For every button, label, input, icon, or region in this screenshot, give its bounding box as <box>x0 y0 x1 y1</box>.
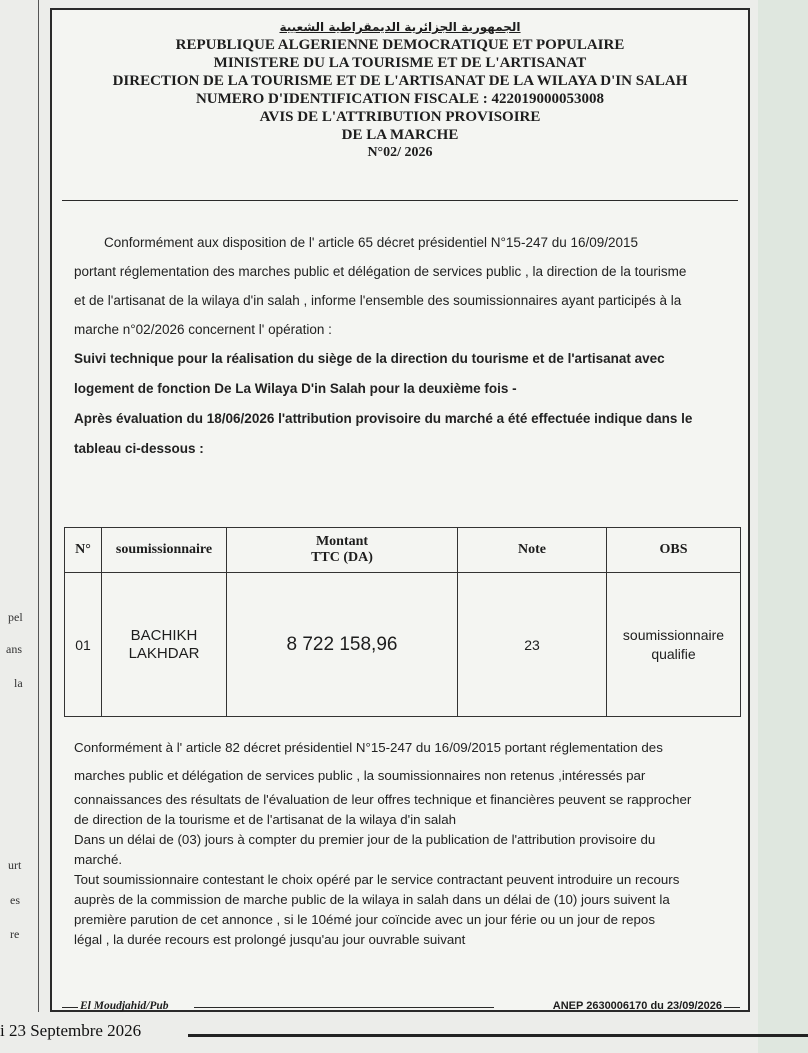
notice-subtitle: DE LA MARCHE <box>341 127 459 143</box>
obs-line: qualifie <box>651 645 696 662</box>
operation-line: Suivi technique pour la réalisation du siège de la direction du tourisme et de l'artisanat avec <box>74 351 665 366</box>
intro-line: Conformément aux disposition de l' article 65 décret présidentiel N°15-247 du 16/09/2015 <box>104 235 639 250</box>
obs-line: soumissionnaire <box>622 626 725 643</box>
col-amount-header <box>227 528 458 573</box>
intro-line: marche n°02/2026 concernent l' opération : <box>74 322 332 337</box>
anep-reference: ANEP 2630006170 du 23/09/2026 <box>552 1000 722 1012</box>
bidder-name-line: LAKHDAR <box>128 644 200 662</box>
right-page-margin <box>758 0 808 1053</box>
cell-amount: 8 722 158,96 <box>227 573 458 717</box>
margin-fragment: urt <box>8 858 22 872</box>
margin-fragment: ans <box>6 642 22 656</box>
column-divider <box>38 0 39 1012</box>
margin-fragment: re <box>10 927 20 941</box>
table-row <box>65 573 741 717</box>
ministry-title: MINISTERE DU LA TOURISME ET DE L'ARTISANAT <box>213 55 587 71</box>
notice-number: N°02/ 2026 <box>367 145 433 160</box>
notice-header <box>52 18 748 162</box>
cell-obs <box>607 573 741 717</box>
closing-line: Dans un délai de (03) jours à compter du premier jour de la publication de l'attribution provisoire du <box>74 832 656 847</box>
closing-line: première parution de cet annonce , si le 10émé jour coïncide avec un jour férie ou un jour de repos <box>74 912 655 927</box>
intro-paragraph <box>74 228 736 464</box>
amount-header-line1: Montant <box>315 534 369 549</box>
margin-fragment: la <box>14 676 23 690</box>
award-table <box>64 527 741 717</box>
table-header-row <box>65 528 741 573</box>
closing-paragraph <box>74 738 736 950</box>
amount-header-line2: TTC (DA) <box>311 550 373 565</box>
direction-title: DIRECTION DE LA TOURISME ET DE L'ARTISANAT DE LA WILAYA D'IN SALAH <box>112 73 688 89</box>
col-obs-header: OBS <box>607 528 741 573</box>
col-note-header: Note <box>458 528 607 573</box>
intro-line: portant réglementation des marches public et délégation de services public , la direction de la tourisme <box>74 264 687 279</box>
closing-line: légal , la durée recours est prolongé jusqu'au jour ouvrable suivant <box>74 932 466 947</box>
footer-rule <box>62 1007 78 1008</box>
evaluation-line: Après évaluation du 18/06/2026 l'attribution provisoire du marché a été effectuée indique dans le <box>74 411 693 426</box>
margin-fragment: pel <box>8 610 23 624</box>
republic-title: REPUBLIQUE ALGERIENNE DEMOCRATIQUE ET POPULAIRE <box>175 37 625 53</box>
bottom-rule <box>188 1034 808 1037</box>
tender-notice <box>50 8 750 1012</box>
left-page-margin <box>0 0 40 1053</box>
closing-line: marches public et délégation de services public , la soumissionnaires non retenus ,intéressés par <box>74 768 646 783</box>
closing-line: auprès de la commission de marche public de la wilaya in salah dans un délai de (10) jours suivent la <box>74 892 670 907</box>
closing-line: Tout soumissionnaire contestant le choix opéré par le service contractant peuvent introduire un recours <box>74 872 680 887</box>
notice-footer <box>62 1000 740 1014</box>
col-number-header: N° <box>65 528 102 573</box>
footer-rule <box>194 1007 494 1008</box>
publisher-credit: El Moudjahid/Pub <box>80 1000 169 1012</box>
closing-line: Conformément à l' article 82 décret présidentiel N°15-247 du 16/09/2015 portant réglementation des <box>74 740 663 755</box>
arabic-title: الجمهورية الجزائرية الديمقراطية الشعبية <box>279 20 521 34</box>
notice-title: AVIS DE L'ATTRIBUTION PROVISOIRE <box>259 109 541 125</box>
margin-fragment: es <box>10 893 20 907</box>
closing-line: connaissances des résultats de l'évaluation de leur offres technique et financières peuvent se rapprocher <box>74 792 692 807</box>
cell-bidder <box>102 573 227 717</box>
col-bidder-header: soumissionnaire <box>102 528 227 573</box>
bidder-name-line: BACHIKH <box>130 626 198 644</box>
cell-number: 01 <box>65 573 102 717</box>
closing-line: marché. <box>74 852 123 867</box>
operation-line: logement de fonction De La Wilaya D'in Salah pour la deuxième fois - <box>74 381 517 396</box>
newspaper-date: i 23 Septembre 2026 <box>0 1021 142 1040</box>
footer-rule <box>724 1007 740 1008</box>
cell-note: 23 <box>458 573 607 717</box>
header-divider <box>62 200 738 201</box>
closing-line: de direction de la tourisme et de l'artisanat de la wilaya d'in salah <box>74 812 457 827</box>
intro-line: et de l'artisanat de la wilaya d'in salah , informe l'ensemble des soumissionnaires ayant participés à la <box>74 293 682 308</box>
evaluation-line: tableau ci-dessous : <box>74 441 204 456</box>
tax-id: NUMERO D'IDENTIFICATION FISCALE : 422019000053008 <box>195 91 605 107</box>
